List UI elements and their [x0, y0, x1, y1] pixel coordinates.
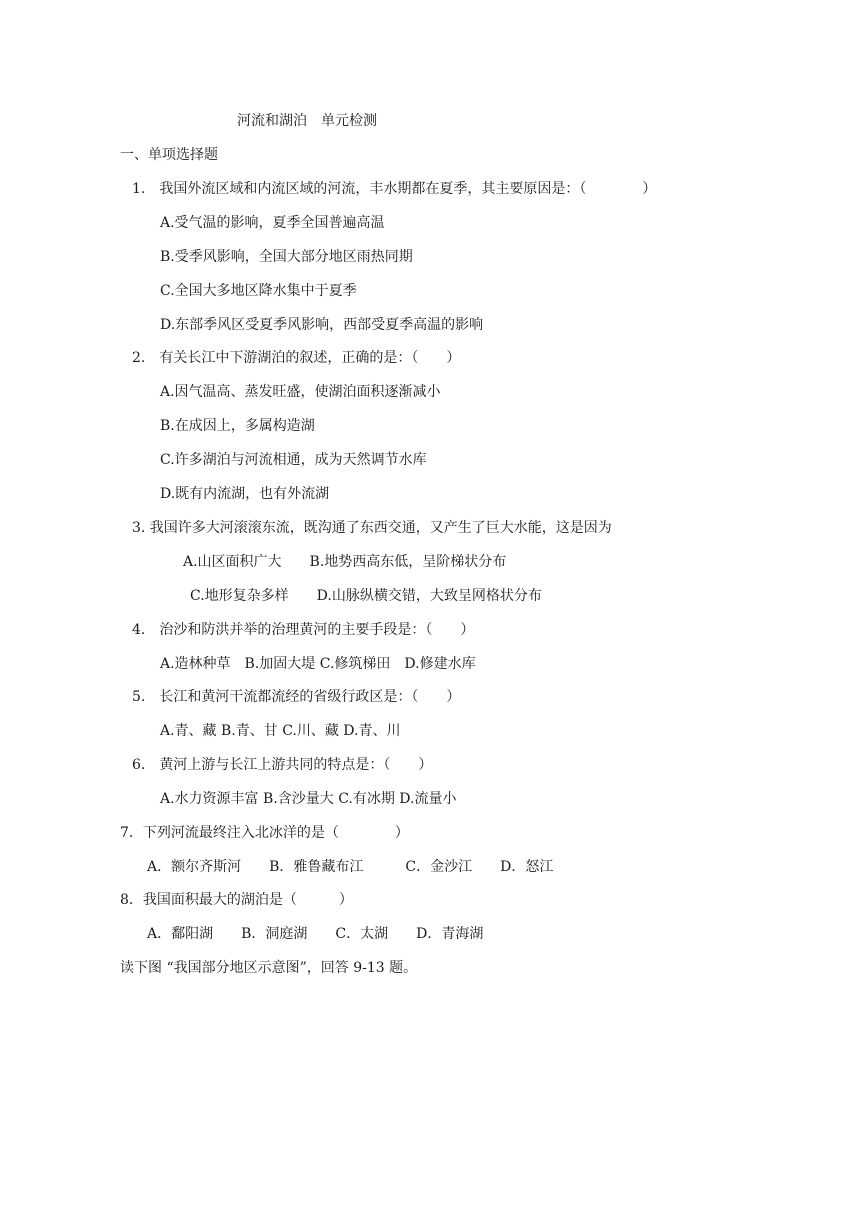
question-7-stem: 7．下列河流最终注入北冰洋的是（ ）: [120, 825, 409, 841]
section-heading: 一、单项选择题: [120, 147, 218, 163]
question-3-options-row-2: C.地形复杂多样 D.山脉纵横交错，大致呈网格状分布: [190, 588, 542, 604]
question-5-options: A.青、藏 B.青、甘 C.川、藏 D.青、川: [160, 723, 401, 739]
question-1-option-d: D.东部季风区受夏季风影响，西部受夏季高温的影响: [160, 317, 484, 333]
question-2-option-b: B.在成因上，多属构造湖: [160, 418, 315, 434]
question-1-option-b: B.受季风影响，全国大部分地区雨热同期: [160, 249, 413, 265]
question-6-options: A.水力资源丰富 B.含沙量大 C.有冰期 D.流量小: [160, 791, 457, 807]
question-3-options-row-1: A.山区面积广大 B.地势西高东低，呈阶梯状分布: [183, 554, 507, 570]
question-4-stem: 4. 治沙和防洪并举的治理黄河的主要手段是：（ ）: [132, 622, 475, 638]
question-7-options: A．额尔齐斯河 B．雅鲁藏布江 C．金沙江 D．怒江: [147, 859, 554, 875]
question-5-stem: 5. 长江和黄河干流都流经的省级行政区是：（ ）: [132, 689, 461, 705]
question-3-stem: 3. 我国许多大河滚滚东流，既沟通了东西交通，又产生了巨大水能，这是因为: [132, 520, 612, 536]
question-1-stem: 1. 我国外流区域和内流区域的河流，丰水期都在夏季，其主要原因是：（ ）: [132, 181, 657, 197]
question-8-stem: 8．我国面积最大的湖泊是（ ）: [120, 892, 353, 908]
question-1-option-c: C.全国大多地区降水集中于夏季: [160, 283, 357, 299]
question-2-option-a: A.因气温高、蒸发旺盛，使湖泊面积逐渐减小: [160, 384, 441, 400]
question-6-stem: 6. 黄河上游与长江上游共同的特点是：（ ）: [132, 757, 433, 773]
question-2-stem: 2. 有关长江中下游湖泊的叙述，正确的是：（ ）: [132, 350, 461, 366]
question-1-option-a: A.受气温的影响，夏季全国普遍高温: [160, 215, 385, 231]
map-instruction: 读下图 “我国部分地区示意图”，回答 9-13 题。: [120, 960, 418, 976]
page-title: 河流和湖泊 单元检测: [237, 113, 377, 129]
question-2-option-c: C.许多湖泊与河流相通，成为天然调节水库: [160, 452, 427, 468]
question-4-options: A.造林种草 B.加固大堤 C.修筑梯田 D.修建水库: [160, 656, 476, 672]
question-2-option-d: D.既有内流湖，也有外流湖: [160, 486, 330, 502]
question-8-options: A．鄱阳湖 B．洞庭湖 C．太湖 D．青海湖: [147, 926, 484, 942]
